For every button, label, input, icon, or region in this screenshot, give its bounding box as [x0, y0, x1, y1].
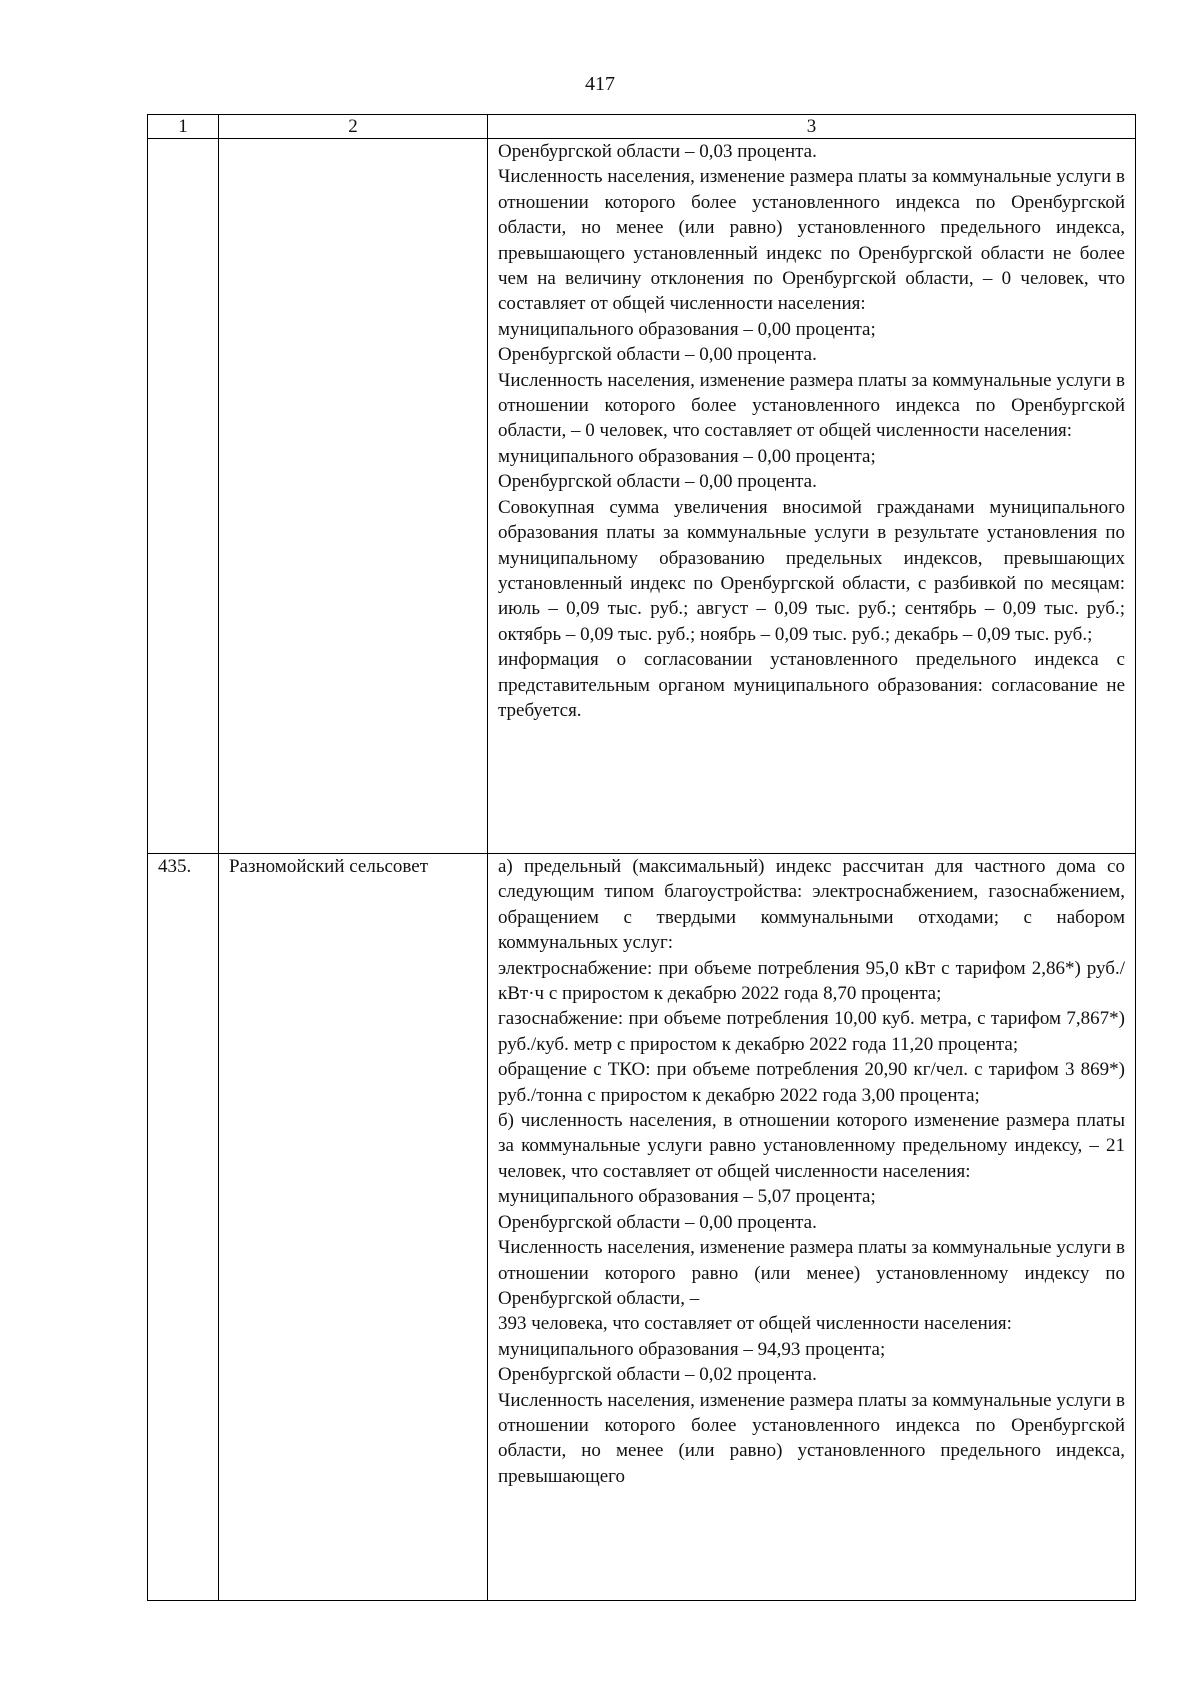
row-number [148, 139, 219, 854]
paragraph: электроснабжение: при объеме потребления 95,0 кВт с тарифом 2,86*) руб./кВт·ч с приростом к декабрю 2022 года 8,70 процента; [498, 957, 1125, 1005]
paragraph: Совокупная сумма увеличения вносимой гражданами муниципального образования платы за коммунальные услуги в результате установления по муниципальному образованию предельных индексов, превышающих установленный индекс по Оренбургской области, с разбивкой по месяцам: июль – 0,09 тыс. руб.; август – 0,09 тыс. руб.; сентябрь – 0,09 тыс. руб.; октябрь – 0,09 тыс. руб.; ноябрь – 0,09 тыс. руб.; декабрь – 0,09 тыс. руб.; [498, 496, 1125, 645]
paragraph: информация о согласовании установленного предельного индекса с представительным органом муниципального образования: согласование не требуется. [498, 649, 1125, 721]
data-table [147, 114, 1136, 1601]
paragraph: Оренбургской области – 0,03 процента. [498, 141, 817, 162]
paragraph: Оренбургской области – 0,00 процента. [498, 1211, 817, 1233]
paragraph: 393 человека, что составляет от общей численности населения: [498, 1313, 1012, 1335]
paragraph: а) предельный (максимальный) индекс рассчитан для частного дома со следующим типом благоустройства: электроснабжением, газоснабжением, обращением с твердыми коммунальными отходами; с набором коммунальных услуг: [498, 856, 1125, 954]
table-row [148, 854, 1136, 1601]
row-description [488, 854, 1136, 1601]
column-header-2: 2 [219, 115, 488, 139]
paragraph: Численность населения, изменение размера платы за коммунальные услуги в отношении которого более установленного индекса по Оренбургской области, но менее (или равно) установленного предельного индекса, превышающего установленный индекс по Оренбургской области не более чем на величину отклонения по Оренбургской области, – 0 человек, что составляет от общей численности населения: [498, 166, 1125, 315]
page-number: 417 [585, 73, 615, 95]
table-header-row [148, 115, 1136, 139]
paragraph: муниципального образования – 5,07 процента; [498, 1186, 876, 1208]
paragraph: Оренбургской области – 0,00 процента. [498, 344, 817, 366]
municipality-name [219, 139, 488, 854]
column-header-3: 3 [488, 115, 1136, 139]
paragraph: обращение с ТКО: при объеме потребления 20,90 кг/чел. с тарифом 3 869*) руб./тонна с приростом к декабрю 2022 года 3,00 процента; [498, 1059, 1125, 1106]
paragraph: газоснабжение: при объеме потребления 10,00 куб. метра, с тарифом 7,867*) руб./куб. метр с приростом к декабрю 2022 года 11,20 процента; [498, 1008, 1125, 1055]
paragraph: Оренбургской области – 0,02 процента. [498, 1364, 817, 1386]
paragraph: Численность населения, изменение размера платы за коммунальные услуги в отношении которого более установленного индекса по Оренбургской области, – 0 человек, что составляет от общей численности населения: [498, 369, 1125, 442]
paragraph: муниципального образования – 0,00 процента; [498, 318, 876, 340]
table-row [148, 139, 1136, 854]
paragraph: Численность населения, изменение размера платы за коммунальные услуги в отношении которого более установленного индекса по Оренбургской области, но менее (или равно) установленного предельного индекса, превышающего [498, 1389, 1125, 1487]
paragraph: Оренбургской области – 0,00 процента. [498, 471, 817, 493]
paragraph: муниципального образования – 94,93 процента; [498, 1338, 886, 1360]
row-number: 435. [148, 854, 219, 1601]
municipality-name: Разномойский сельсовет [219, 854, 488, 1601]
paragraph: б) численность населения, в отношении которого изменение размера платы за коммунальные услуги равно установленному предельному индексу, – 21 человек, что составляет от общей численности населения: [498, 1110, 1125, 1182]
column-header-1: 1 [148, 115, 219, 139]
row-description [488, 139, 1136, 854]
paragraph: муниципального образования – 0,00 процента; [498, 445, 876, 467]
paragraph: Численность населения, изменение размера платы за коммунальные услуги в отношении которого равно (или менее) установленному индексу по Оренбургской области, – [498, 1237, 1125, 1309]
